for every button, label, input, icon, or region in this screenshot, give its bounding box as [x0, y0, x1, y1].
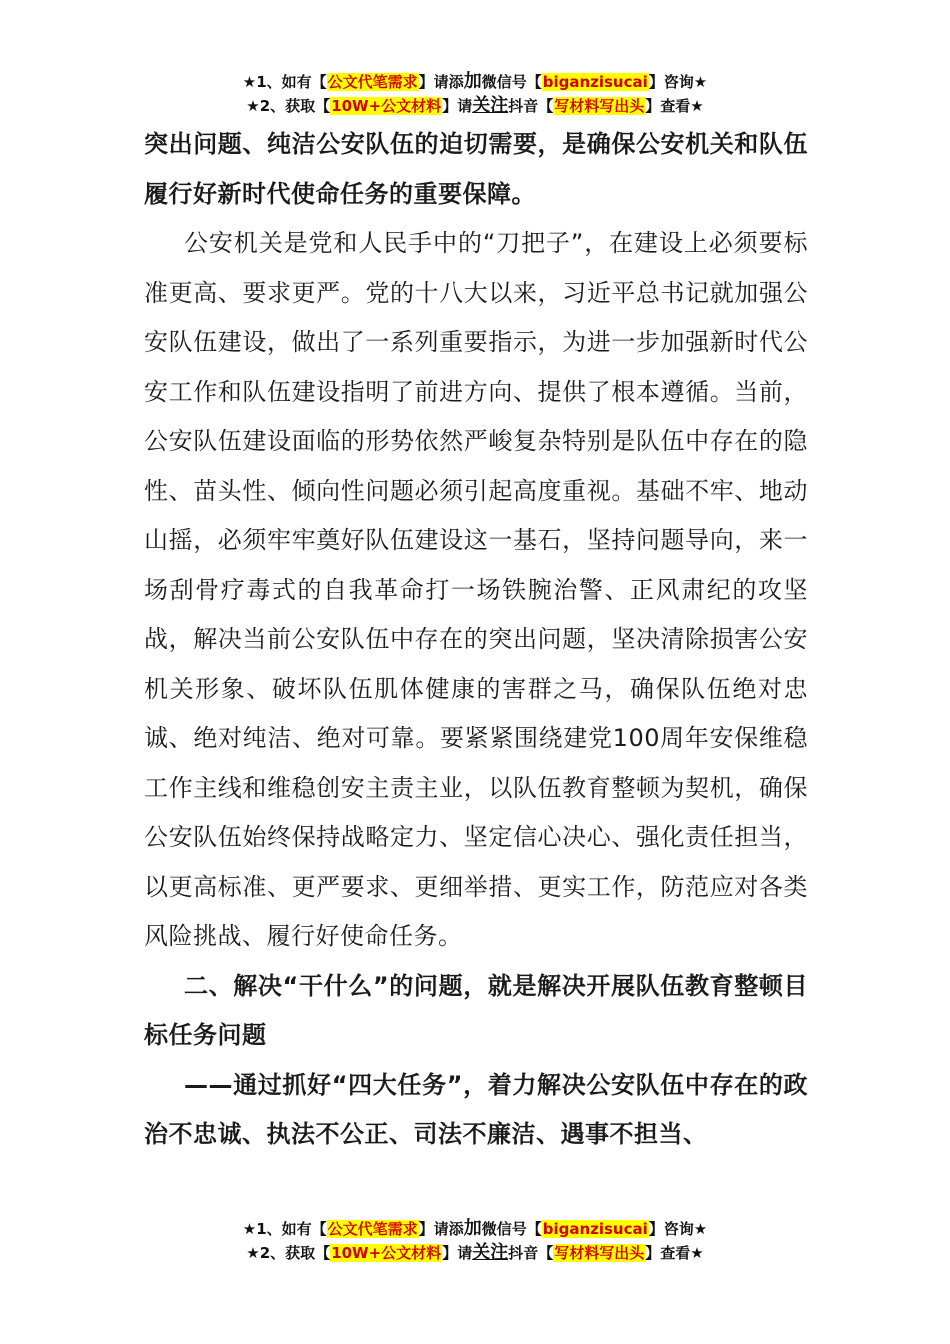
banner-text: 关注	[472, 95, 509, 116]
banner-text: 抖音【	[508, 1244, 554, 1262]
banner-text: ★1、如有【	[242, 73, 327, 91]
banner-line-1	[0, 1217, 950, 1241]
banner-text: ★2、获取【	[246, 1244, 331, 1262]
banner-text: 】查看★	[645, 1244, 704, 1262]
banner-text: 微信号【	[481, 73, 542, 91]
banner-text: 关注	[472, 1242, 509, 1263]
banner-line-1	[0, 70, 950, 94]
banner-text: ★1、如有【	[242, 1220, 327, 1238]
banner-highlight-douyin: 写材料写出头	[554, 1244, 645, 1262]
footer-banner	[0, 1217, 950, 1265]
banner-text: 】请添	[418, 1220, 464, 1238]
paragraph-continuation: 突出问题、纯洁公安队伍的迫切需要，是确保公安机关和队伍履行好新时代使命任务的重要保障。	[144, 130, 808, 208]
paragraph-main: 公安机关是党和人民手中的“刀把子”，在建设上必须要标准更高、要求更严。党的十八大以来，习近平总书记就加强公安队伍建设，做出了一系列重要指示，为进一步加强新时代公安工作和队伍建设指明了前进方向、提供了根本遵循。当前，公安队伍建设面临的形势依然严峻复杂特别是队伍中存在的隐性、苗头性、倾向性问题必须引起高度重视。基础不牢、地动山摇，必须牢牢奠好队伍建设这一基石，坚持问题导向，来一场刮骨疗毒式的自我革命打一场铁腕治警、正风肃纪的攻坚战，解决当前公安队伍中存在的突出问题，坚决清除损害公安机关形象、破坏队伍肌体健康的害群之马，确保队伍绝对忠诚、绝对纯洁、绝对可靠。要紧紧围绕建党100周年安保维稳工作主线和维稳创安主责主业，以队伍教育整顿为契机，确保公安队伍始终保持战略定力、坚定信心决心、强化责任担当，以更高标准、更严要求、更细举措、更实工作，防范应对各类风险挑战、履行好使命任务。	[144, 229, 808, 950]
banner-text: 微信号【	[481, 1220, 542, 1238]
document-body	[144, 120, 808, 1160]
header-banner	[0, 70, 950, 118]
banner-highlight-wechat-id: biganzisucai	[542, 1220, 648, 1238]
banner-text: 】咨询★	[648, 1220, 708, 1238]
banner-text: 】查看★	[645, 97, 704, 115]
banner-text: 】咨询★	[648, 73, 708, 91]
paragraph-task: ——通过抓好“四大任务”，着力解决公安队伍中存在的政治不忠诚、执法不公正、司法不廉洁、遇事不担当、	[144, 1070, 808, 1148]
banner-highlight-douyin: 写材料写出头	[554, 97, 645, 115]
banner-text: 】请	[442, 1244, 473, 1262]
banner-highlight-materials: 10W+公文材料	[331, 97, 442, 115]
banner-text: 抖音【	[508, 97, 554, 115]
banner-text: 加	[463, 71, 482, 92]
banner-line-2	[0, 1241, 950, 1265]
banner-line-2	[0, 94, 950, 118]
banner-text: ★2、获取【	[246, 97, 331, 115]
banner-highlight-materials: 10W+公文材料	[331, 1244, 442, 1262]
banner-text: 加	[463, 1218, 482, 1239]
banner-text: 】请添	[418, 73, 464, 91]
banner-highlight-service: 公文代笔需求	[327, 1220, 418, 1238]
banner-highlight-wechat-id: biganzisucai	[542, 73, 648, 91]
banner-text: 】请	[442, 97, 473, 115]
banner-highlight-service: 公文代笔需求	[327, 73, 418, 91]
section-heading: 二、解决“干什么”的问题，就是解决开展队伍教育整顿目标任务问题	[144, 971, 808, 1049]
